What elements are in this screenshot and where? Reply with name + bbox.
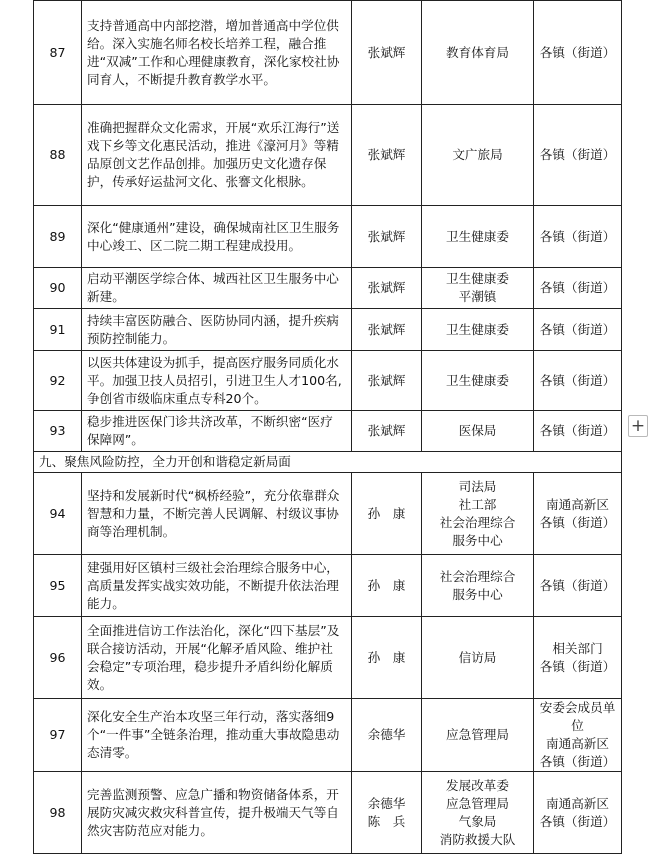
department-name: 社工部	[458, 496, 497, 512]
department-name: 发展改革委	[446, 777, 509, 793]
leader-name: 余德华	[367, 727, 406, 742]
department-name: 服务中心	[452, 532, 503, 548]
section-heading: 九、聚焦风险防控，全力开创和谐稳定新局面	[34, 452, 622, 473]
leader-name: 张斌辉	[367, 228, 406, 244]
row-number: 94	[34, 473, 82, 555]
row-number: 90	[34, 268, 82, 309]
department-name: 教育体育局	[446, 44, 509, 60]
responsible-leader	[352, 351, 422, 411]
cooperating-units	[534, 268, 622, 309]
lead-department	[422, 772, 534, 854]
cooperating-unit: 各镇（街道）	[539, 658, 616, 674]
lead-department	[422, 617, 534, 699]
table-row	[34, 105, 622, 206]
row-number: 93	[34, 411, 82, 452]
cooperating-units	[534, 411, 622, 452]
cooperating-unit: 各镇（街道）	[539, 321, 616, 337]
cooperating-units	[534, 699, 622, 772]
leader-name: 孙 康	[367, 649, 406, 665]
task-content: 深化“健康通州”建设，确保城南社区卫生服务中心竣工、区二院二期工程建成投用。	[82, 206, 352, 268]
row-number: 95	[34, 555, 82, 617]
responsible-leader	[352, 105, 422, 206]
cooperating-unit: 南通高新区	[546, 795, 609, 811]
cooperating-unit: 相关部门	[552, 640, 603, 656]
task-content: 持续丰富医防融合、医防协同内涵，提升疾病预防控制能力。	[82, 309, 352, 351]
department-name: 社会治理综合	[439, 568, 516, 584]
leader-name: 张斌辉	[367, 372, 406, 388]
task-content: 稳步推进医保门诊共济改革，不断织密“医疗保障网”。	[82, 411, 352, 452]
row-number: 97	[34, 699, 82, 772]
task-table	[33, 0, 622, 854]
department-name: 文广旅局	[452, 147, 503, 162]
leader-name: 余德华	[367, 795, 406, 811]
responsible-leader	[352, 206, 422, 268]
leader-name: 张斌辉	[367, 280, 406, 295]
row-number: 92	[34, 351, 82, 411]
cooperating-unit: 各镇（街道）	[539, 423, 616, 438]
cooperating-units	[534, 1, 622, 105]
lead-department	[422, 268, 534, 309]
responsible-leader	[352, 617, 422, 699]
leader-name: 孙 康	[367, 577, 406, 593]
row-number: 88	[34, 105, 82, 206]
department-name: 医保局	[458, 423, 497, 438]
task-content: 启动平潮医学综合体、城西社区卫生服务中心新建。	[82, 268, 352, 309]
row-number: 87	[34, 1, 82, 105]
row-number: 91	[34, 309, 82, 351]
lead-department	[422, 351, 534, 411]
department-name: 社会治理综合	[439, 514, 516, 530]
leader-name: 张斌辉	[367, 147, 406, 162]
department-name: 消防救援大队	[439, 831, 516, 847]
leader-name: 张斌辉	[367, 423, 406, 438]
lead-department	[422, 206, 534, 268]
responsible-leader	[352, 268, 422, 309]
plus-icon: +	[630, 416, 646, 436]
department-name: 信访局	[458, 649, 497, 665]
responsible-leader	[352, 1, 422, 105]
row-number: 89	[34, 206, 82, 268]
leader-name: 张斌辉	[367, 44, 406, 60]
cooperating-unit: 各镇（街道）	[539, 147, 616, 162]
cooperating-units	[534, 309, 622, 351]
department-name: 应急管理局	[446, 795, 509, 811]
cooperating-units	[534, 772, 622, 854]
leader-name: 陈 兵	[367, 813, 406, 829]
lead-department	[422, 309, 534, 351]
cooperating-units	[534, 351, 622, 411]
cooperating-units	[534, 206, 622, 268]
task-content: 全面推进信访工作法治化，深化“四下基层”及联合接访活动，开展“化解矛盾风险、维护社会稳定”专项治理，稳步提升矛盾纠纷化解质效。	[82, 617, 352, 699]
table-row	[34, 351, 622, 411]
task-content: 深化安全生产治本攻坚三年行动，落实落细9个“一件事”全链条治理，推动重大事故隐患动态清零。	[82, 699, 352, 772]
cooperating-unit: 各镇（街道）	[539, 228, 616, 244]
row-number: 96	[34, 617, 82, 699]
cooperating-unit: 各镇（街道）	[539, 280, 616, 295]
leader-name: 孙 康	[367, 505, 406, 521]
cooperating-unit: 各镇（街道）	[539, 44, 616, 60]
cooperating-unit: 各镇（街道）	[539, 372, 616, 388]
section-row	[34, 452, 622, 473]
department-name: 卫生健康委	[446, 271, 509, 286]
task-table-body	[34, 1, 622, 854]
task-content: 完善监测预警、应急广播和物资储备体系，开展防灾减灾救灾科普宣传，提升极端天气等自然灾害防范应对能力。	[82, 772, 352, 854]
responsible-leader	[352, 772, 422, 854]
lead-department	[422, 473, 534, 555]
department-name: 卫生健康委	[446, 372, 509, 388]
cooperating-units	[534, 473, 622, 555]
table-row	[34, 555, 622, 617]
cooperating-units	[534, 105, 622, 206]
lead-department	[422, 699, 534, 772]
department-name: 服务中心	[452, 586, 503, 602]
responsible-leader	[352, 411, 422, 452]
department-name: 气象局	[458, 813, 497, 829]
table-row	[34, 473, 622, 555]
table-row	[34, 699, 622, 772]
lead-department	[422, 555, 534, 617]
department-name: 卫生健康委	[446, 321, 509, 337]
row-number: 98	[34, 772, 82, 854]
table-row	[34, 206, 622, 268]
table-row	[34, 309, 622, 351]
cooperating-units	[534, 555, 622, 617]
cooperating-unit: 各镇（街道）	[539, 577, 616, 593]
department-name: 应急管理局	[446, 727, 509, 742]
cooperating-unit: 南通高新区	[546, 496, 609, 512]
table-row	[34, 772, 622, 854]
cooperating-unit: 各镇（街道）	[539, 514, 616, 530]
lead-department	[422, 1, 534, 105]
task-content: 准确把握群众文化需求，开展“欢乐江海行”送戏下乡等文化惠民活动，推进《濠河月》等精品原创文艺作品创排。加强历史文化遗存保护，传承好运盐河文化、张謇文化根脉。	[82, 105, 352, 206]
table-row	[34, 268, 622, 309]
task-content: 建强用好区镇村三级社会治理综合服务中心，高质量发挥实战实效功能，不断提升依法治理能力。	[82, 555, 352, 617]
responsible-leader	[352, 473, 422, 555]
expand-button[interactable]	[628, 415, 648, 437]
cooperating-unit: 各镇（街道）	[539, 754, 616, 769]
lead-department	[422, 411, 534, 452]
cooperating-units	[534, 617, 622, 699]
table-row	[34, 411, 622, 452]
responsible-leader	[352, 309, 422, 351]
responsible-leader	[352, 699, 422, 772]
leader-name: 张斌辉	[367, 321, 406, 337]
task-content: 以医共体建设为抓手，提高医疗服务同质化水平。加强卫技人员招引，引进卫生人才100名,争创省市级临床重点专科20个。	[82, 351, 352, 411]
table-row	[34, 617, 622, 699]
department-name: 司法局	[458, 478, 497, 494]
department-name: 卫生健康委	[446, 228, 509, 244]
lead-department	[422, 105, 534, 206]
task-content: 坚持和发展新时代“枫桥经验”，充分依靠群众智慧和力量，不断完善人民调解、村级议事协商等治理机制。	[82, 473, 352, 555]
table-row	[34, 1, 622, 105]
cooperating-unit: 各镇（街道）	[539, 813, 616, 829]
cooperating-unit: 安委会成员单位	[539, 700, 616, 733]
cooperating-unit: 南通高新区	[546, 736, 609, 751]
department-name: 平潮镇	[458, 289, 497, 304]
task-content: 支持普通高中内部挖潜，增加普通高中学位供给。深入实施名师名校长培养工程，融合推进“双减”工作和心理健康教育，深化家校社协同育人，不断提升教育教学水平。	[82, 1, 352, 105]
responsible-leader	[352, 555, 422, 617]
